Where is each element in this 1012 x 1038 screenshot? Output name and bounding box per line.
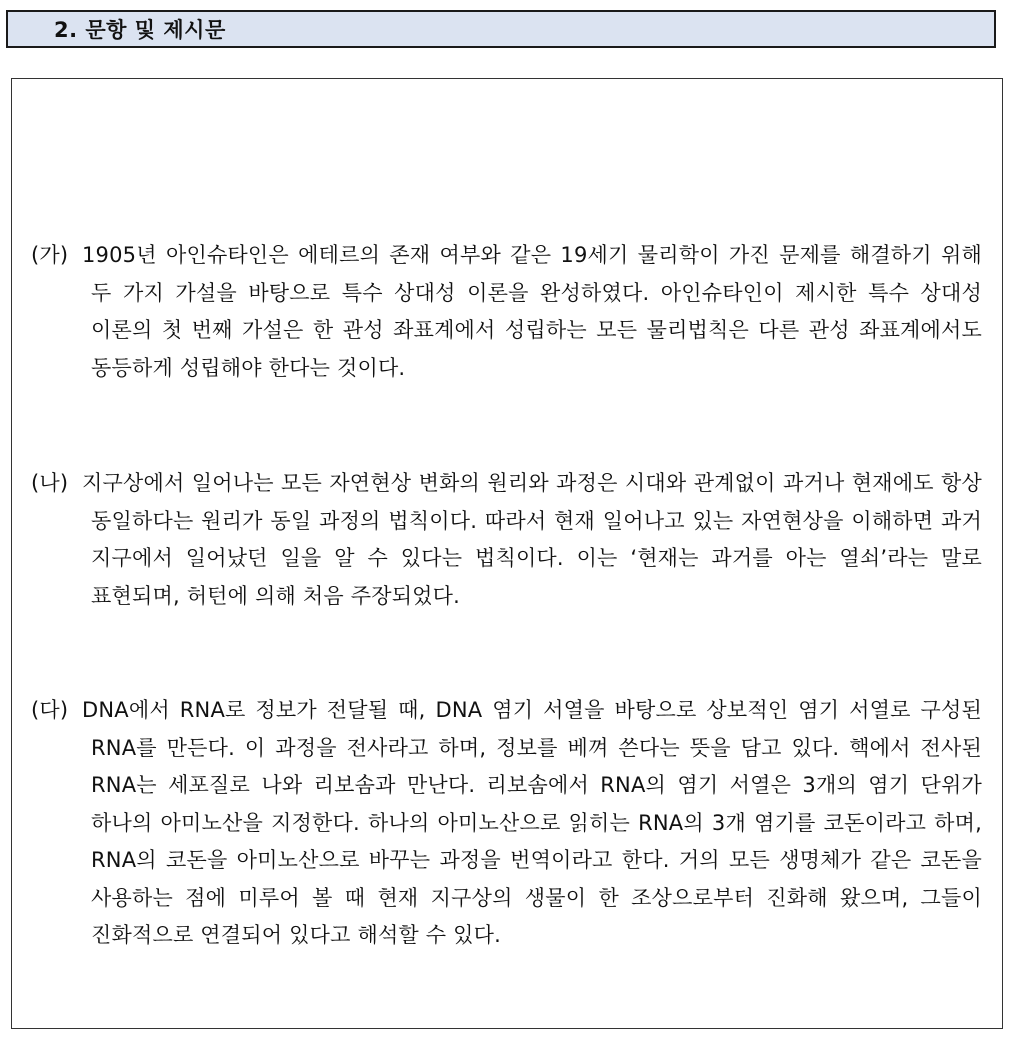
passage-box <box>11 78 1003 1029</box>
passage-marker-ga: (가) <box>31 243 69 267</box>
section-title: 2. 문항 및 제시문 <box>54 18 226 42</box>
passage-text-ga: 1905년 아인슈타인은 에테르의 존재 여부와 같은 19세기 물리학이 가진 문제를 해결하기 위해 두 가지 가설을 바탕으로 특수 상대성 이론을 완성하였다. 아인슈타인이 제시한 특수 상대성 이론의 첫 번째 가설은 한 관성 좌표계에서 성립하는 모든 물리법칙은 다른 관성 좌표계에서도 동등하게 성립해야 한다는 것이다. <box>82 243 982 380</box>
section-header <box>6 10 996 48</box>
passage-ga <box>31 237 982 387</box>
passage-da <box>31 692 982 955</box>
passage-text-na: 지구상에서 일어나는 모든 자연현상 변화의 원리와 과정은 시대와 관계없이 과거나 현재에도 항상 동일하다는 원리가 동일 과정의 법칙이다. 따라서 현재 일어나고 있는 자연현상을 이해하면 과거 지구에서 일어났던 일을 알 수 있다는 법칙이다. 이는 ‘현재는 과거를 아는 열쇠’라는 말로 표현되며, 허턴에 의해 처음 주장되었다. <box>82 471 982 608</box>
passage-na <box>31 465 982 615</box>
passage-marker-na: (나) <box>31 471 69 495</box>
passage-text-da: DNA에서 RNA로 정보가 전달될 때, DNA 염기 서열을 바탕으로 상보적인 염기 서열로 구성된 RNA를 만든다. 이 과정을 전사라고 하며, 정보를 베껴 쓴다는 뜻을 담고 있다. 핵에서 전사된 RNA는 세포질로 나와 리보솜과 만난다. 리보솜에서 RNA의 염기 서열은 3개의 염기 단위가 하나의 아미노산을 지정한다. 하나의 아미노산으로 읽히는 RNA의 3개 염기를 코돈이라고 하며, RNA의 코돈을 아미노산으로 바꾸는 과정을 번역이라고 한다. 거의 모든 생명체가 같은 코돈을 사용하는 점에 미루어 볼 때 현재 지구상의 생물이 한 조상으로부터 진화해 왔으며, 그들이 진화적으로 연결되어 있다고 해석할 수 있다. <box>82 698 982 947</box>
passage-marker-da: (다) <box>31 698 69 722</box>
